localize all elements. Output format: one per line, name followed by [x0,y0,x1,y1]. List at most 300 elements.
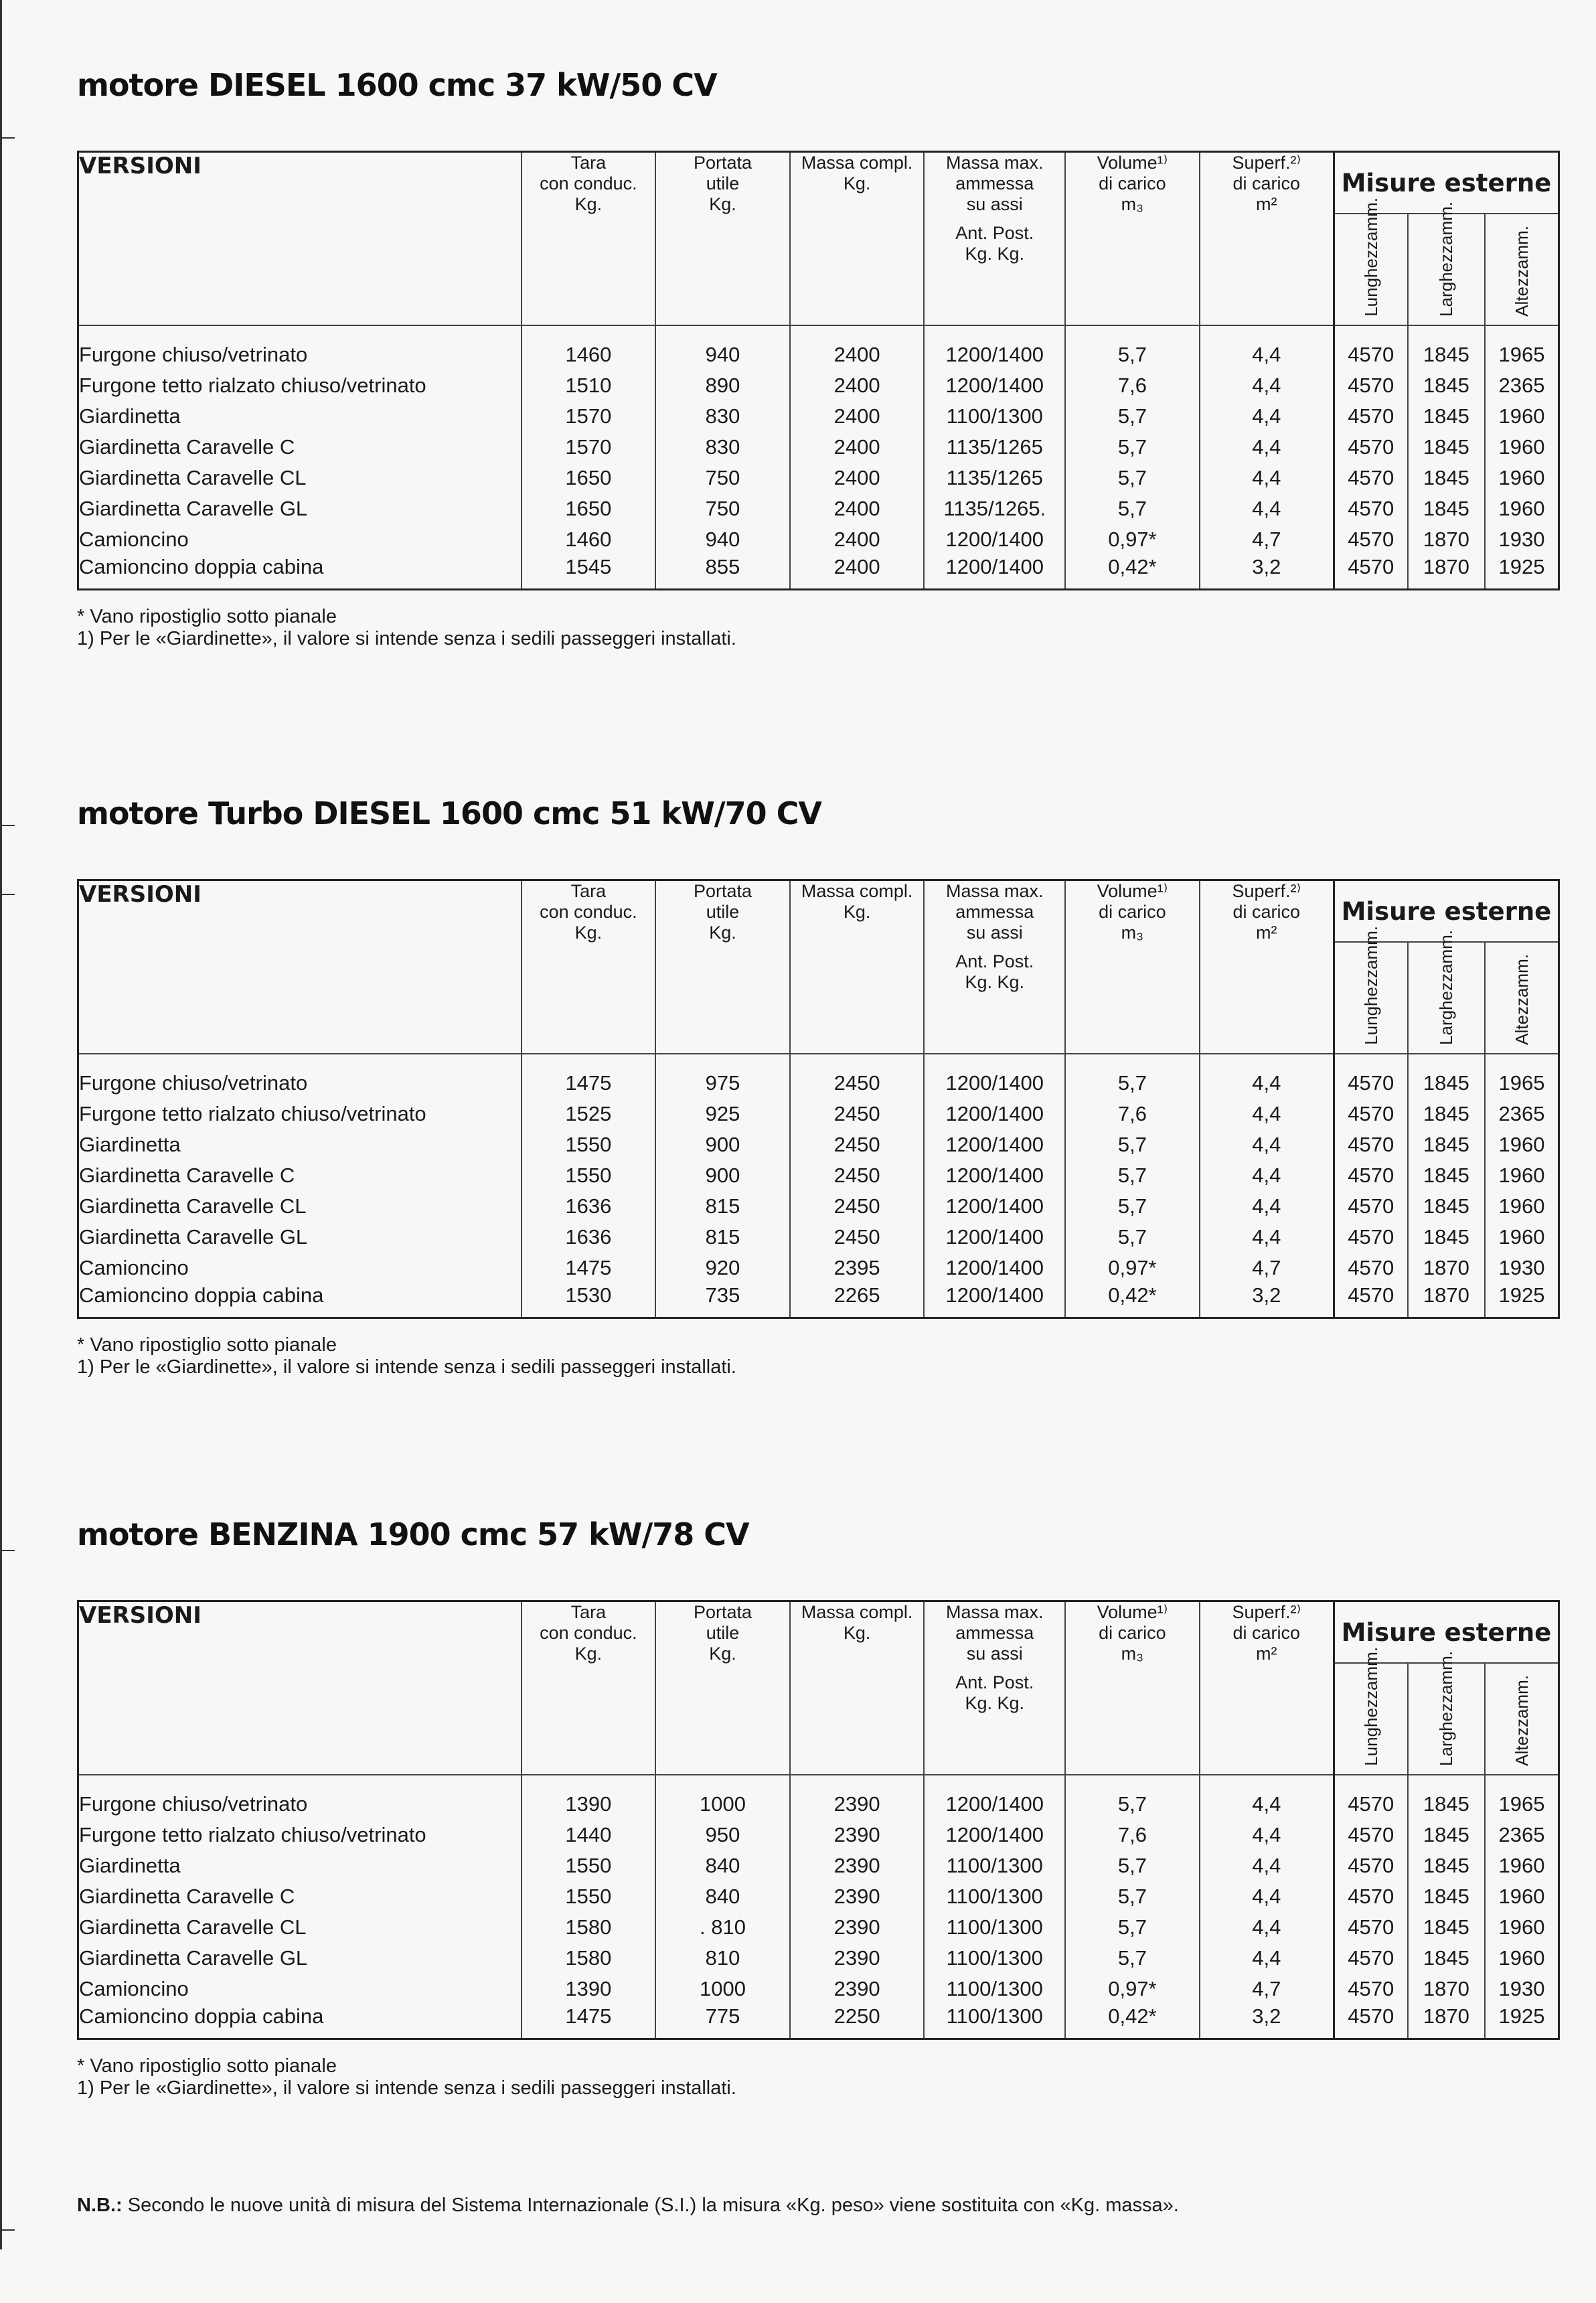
col-header-massa-compl [790,1601,925,1775]
version-name: Giardinetta [78,1129,522,1160]
version-name: Furgone tetto rialzato chiuso/vetrinato [78,370,522,401]
header-line: Tara [570,153,607,173]
version-name: Camioncino [78,524,522,555]
header-line: m² [1256,923,1277,943]
version-name: Furgone chiuso/vetrinato [78,1054,522,1099]
table-cell: 4570 [1334,401,1407,432]
table-cell: 1870 [1408,1253,1485,1283]
table-row [78,1160,1559,1191]
table-cell: 1100/1300 [924,1850,1065,1881]
header-line: Kg. [574,923,603,943]
table-row [78,524,1559,555]
table-cell: 1200/1400 [924,325,1065,370]
table-cell: 4,4 [1200,325,1334,370]
footnotes [77,606,736,650]
table-cell: 1200/1400 [924,555,1065,590]
table-cell: 1135/1265 [924,432,1065,463]
table-cell: 4,4 [1200,1160,1334,1191]
table-row [78,493,1559,524]
version-name: Giardinetta [78,401,522,432]
header-line: Tara [570,881,607,901]
table-cell: 4570 [1334,1943,1407,1974]
table-cell: 4570 [1334,1775,1407,1820]
table-row [78,463,1559,493]
table-cell: . 810 [655,1912,790,1943]
header-line: di carico [1232,173,1301,193]
table-cell: 1550 [522,1160,656,1191]
table-cell: 2450 [790,1129,925,1160]
header-line: mm. [1360,1647,1381,1681]
left-edge-tick [0,1550,15,1551]
table-cell: 1845 [1408,1099,1485,1129]
table-cell: 1845 [1408,325,1485,370]
header-line: su assi [966,923,1023,943]
table-cell: 1960 [1498,435,1545,459]
table-cell: 4570 [1334,463,1407,493]
table-cell: 5,7 [1065,1775,1200,1820]
version-name: Camioncino doppia cabina [78,1283,522,1318]
table-cell: 1570 [522,401,656,432]
header-line: Altezza [1512,1709,1532,1766]
table-cell: 1475 [522,1054,656,1099]
table-cell: 1925 [1498,2004,1545,2028]
header-line: di carico [1232,1623,1301,1643]
table-cell: 4,4 [1200,1191,1334,1222]
header-line: Kg. [709,194,736,214]
table-cell: 1845 [1408,1850,1485,1881]
table-cell: 1550 [522,1850,656,1881]
table-row [78,325,1559,370]
table-cell: 1100/1300 [924,2004,1065,2039]
footnote: * Vano ripostiglio sotto pianale [77,606,337,627]
header-line: Superf.²⁾ [1232,1602,1301,1622]
table-cell: 4570 [1334,1222,1407,1253]
table-cell: 1200/1400 [924,1775,1065,1820]
table-cell: 1460 [522,524,656,555]
header-line: Massa max. [946,1602,1044,1622]
table-cell: 925 [655,1099,790,1129]
table-cell: 1636 [522,1222,656,1253]
left-edge-rule [0,0,2,2249]
table-cell: 830 [655,401,790,432]
table-cell: 7,6 [1065,370,1200,401]
table-cell: 1100/1300 [924,401,1065,432]
table-row [78,1820,1559,1850]
table-row [78,1850,1559,1881]
table-cell: 0,42* [1065,555,1200,590]
table-cell: 1650 [522,493,656,524]
table-cell: 0,42* [1065,2004,1200,2039]
table-cell: 2400 [790,432,925,463]
col-header-massa-compl [790,152,925,326]
table-cell: 5,7 [1065,463,1200,493]
table-cell: 4570 [1334,1253,1407,1283]
table-cell: 2450 [790,1160,925,1191]
header-line: su assi [966,1644,1023,1664]
table-cell: 4,4 [1200,1054,1334,1099]
table-cell: 1200/1400 [924,370,1065,401]
table-cell: 1845 [1408,1943,1485,1974]
header-line: m₃ [1121,194,1144,214]
table-cell: 1200/1400 [924,1283,1065,1318]
table-cell: 1545 [522,555,656,590]
col-header-larghezza [1408,1651,1485,1775]
table-cell: 2390 [790,1775,925,1820]
footnote: 1) Per le «Giardinette», il valore si intende senza i sedili passeggeri installati. [77,1356,736,1378]
col-header-tara [522,880,656,1054]
col-header-volume [1065,152,1200,326]
header-line: m₃ [1121,1644,1144,1664]
col-header-volume [1065,1601,1200,1775]
col-header-lunghezza [1334,1647,1407,1775]
table-cell: 1000 [655,1974,790,2004]
table-cell: 1870 [1408,1283,1485,1318]
table-cell: 4,4 [1200,432,1334,463]
table-cell: 4,4 [1200,1820,1334,1850]
table-cell: 5,7 [1065,1850,1200,1881]
section-title: motore Turbo DIESEL 1600 cmc 51 kW/70 CV [77,795,821,831]
table-cell: 4570 [1334,432,1407,463]
version-name: Giardinetta Caravelle GL [78,1943,522,1974]
table-cell: 1960 [1498,1164,1545,1187]
table-cell: 1200/1400 [924,1054,1065,1099]
header-line: mm. [1360,197,1381,232]
table-cell: 1960 [1498,1225,1545,1249]
table-cell: 1845 [1408,1222,1485,1253]
table-cell: 1965 [1498,343,1545,366]
table-cell: 1845 [1408,1912,1485,1943]
left-edge-tick [0,894,15,895]
table-cell: 735 [655,1283,790,1318]
col-header-massa-max [924,152,1065,326]
header-line: Lunghezza [1360,959,1381,1045]
col-header-versioni: VERSIONI [78,152,522,326]
left-edge-tick [0,825,15,826]
header-line: Ant. Post. [955,951,1034,971]
table-cell: 1475 [522,1253,656,1283]
header-line: con conduc. [540,902,637,922]
col-header-tara [522,1601,656,1775]
table-cell: 2390 [790,1912,925,1943]
footnote: * Vano ripostiglio sotto pianale [77,1334,337,1356]
table-cell: 1960 [1498,466,1545,489]
col-header-tara [522,152,656,326]
table-cell: 1200/1400 [924,1160,1065,1191]
table-cell: 4,4 [1200,1881,1334,1912]
section-title: motore BENZINA 1900 cmc 57 kW/78 CV [77,1516,749,1553]
table-cell: 4,7 [1200,1253,1334,1283]
table-row [78,1283,1559,1318]
version-name: Furgone chiuso/vetrinato [78,325,522,370]
table-cell: 5,7 [1065,1160,1200,1191]
col-header-massa-max [924,1601,1065,1775]
table-cell: 4570 [1334,493,1407,524]
table-cell: 1845 [1408,1820,1485,1850]
table-cell: 2400 [790,463,925,493]
table-cell: 1135/1265 [924,463,1065,493]
table-cell: 5,7 [1065,1222,1200,1253]
table-cell: 1530 [522,1283,656,1318]
table-cell: 5,7 [1065,1191,1200,1222]
table-cell: 1930 [1498,528,1545,551]
table-cell: 2400 [790,555,925,590]
table-cell: 1100/1300 [924,1943,1065,1974]
header-line: Massa compl. [801,153,913,173]
table-cell: 1460 [522,325,656,370]
header-line: Massa compl. [801,1602,913,1622]
table-cell: 2450 [790,1222,925,1253]
col-header-superf [1200,1601,1334,1775]
header-line: Kg. [709,923,736,943]
header-line: Kg. [574,194,603,214]
footnote: * Vano ripostiglio sotto pianale [77,2055,337,2077]
table-cell: 5,7 [1065,493,1200,524]
table-cell: 900 [655,1160,790,1191]
table-cell: 950 [655,1820,790,1850]
table-cell: 890 [655,370,790,401]
header-line: Lunghezza [1360,1680,1381,1766]
table-cell: 4,4 [1200,1850,1334,1881]
col-header-larghezza [1408,202,1485,325]
table-cell: 1845 [1408,463,1485,493]
table-cell: 2400 [790,401,925,432]
table-cell: 1845 [1408,1054,1485,1099]
table-cell: 1845 [1408,1881,1485,1912]
table-cell: 1845 [1408,1129,1485,1160]
table-cell: 1845 [1408,1191,1485,1222]
table-cell: 1200/1400 [924,524,1065,555]
table-cell: 1100/1300 [924,1912,1065,1943]
header-line: di carico [1232,902,1301,922]
table-cell: 1200/1400 [924,1191,1065,1222]
header-line: Portata [693,881,752,901]
header-line: su assi [966,194,1023,214]
table-cell: 4570 [1334,1129,1407,1160]
table-cell: 4570 [1334,1974,1407,2004]
table-cell: 750 [655,493,790,524]
table-cell: 1475 [522,2004,656,2039]
header-line: di carico [1099,902,1166,922]
spec-table [77,151,1560,590]
version-name: Camioncino [78,1974,522,2004]
table-cell: 1960 [1498,1194,1545,1218]
table-cell: 1870 [1408,1974,1485,2004]
table-cell: 1930 [1498,1977,1545,2000]
spec-table [77,879,1560,1319]
header-line: Portata [693,153,752,173]
table-cell: 1200/1400 [924,1129,1065,1160]
table-cell: 4570 [1334,2004,1407,2039]
table-cell: 1960 [1498,1915,1545,1939]
table-cell: 2400 [790,325,925,370]
table-cell: 1650 [522,463,656,493]
header-line: Volume¹⁾ [1097,881,1168,901]
header-line: Kg. Kg. [965,972,1025,992]
table-cell: 4570 [1334,1850,1407,1881]
left-edge-tick [0,137,15,139]
table-cell: 3,2 [1200,2004,1334,2039]
header-line: mm. [1512,226,1532,260]
table-cell: 2390 [790,1881,925,1912]
table-cell: 940 [655,325,790,370]
header-line: ammessa [955,902,1034,922]
col-header-larghezza [1408,930,1485,1054]
table-cell: 2400 [790,524,925,555]
table-row [78,1775,1559,1820]
col-header-versioni: VERSIONI [78,1601,522,1775]
header-line: utile [706,173,740,193]
table-cell: 815 [655,1191,790,1222]
table-cell: 4570 [1334,1283,1407,1318]
header-line: mm. [1512,954,1532,988]
header-line: Kg. [709,1644,736,1664]
version-name: Camioncino doppia cabina [78,555,522,590]
col-header-altezza [1485,1663,1559,1775]
header-line: mm. [1436,1651,1457,1685]
table-cell: 5,7 [1065,1129,1200,1160]
table-cell: 4,4 [1200,401,1334,432]
nb-label: N.B.: [77,2195,123,2216]
header-line: mm. [1436,202,1457,236]
table-row [78,1222,1559,1253]
table-cell: 1200/1400 [924,1253,1065,1283]
table-row [78,370,1559,401]
col-header-versioni: VERSIONI [78,880,522,1054]
header-line: Kg. Kg. [965,1693,1025,1713]
table-cell: 1965 [1498,1792,1545,1816]
table-cell: 4570 [1334,1160,1407,1191]
table-cell: 1845 [1408,401,1485,432]
table-row [78,1099,1559,1129]
table-cell: 1845 [1408,1160,1485,1191]
table-row [78,2004,1559,2039]
header-line: Volume¹⁾ [1097,153,1168,173]
header-line: mm. [1436,930,1457,964]
table-cell: 1870 [1408,555,1485,590]
table-cell: 1390 [522,1775,656,1820]
version-name: Camioncino [78,1253,522,1283]
table-cell: 4,4 [1200,1129,1334,1160]
version-name: Giardinetta Caravelle CL [78,1191,522,1222]
table-cell: 975 [655,1054,790,1099]
table-cell: 5,7 [1065,401,1200,432]
table-cell: 1845 [1408,370,1485,401]
header-line: Massa max. [946,153,1044,173]
table-cell: 1510 [522,370,656,401]
table-cell: 1965 [1498,1071,1545,1095]
col-header-portata [655,152,790,326]
table-cell: 1870 [1408,524,1485,555]
table-cell: 1636 [522,1191,656,1222]
col-header-superf [1200,152,1334,326]
table-cell: 4,4 [1200,1099,1334,1129]
col-header-misure-esterne: Misure esterne [1334,152,1559,214]
table-cell: 1960 [1498,1946,1545,1970]
table-cell: 1000 [655,1775,790,1820]
footnotes [77,1334,736,1378]
table-row [78,1912,1559,1943]
table-cell: 1925 [1498,555,1545,578]
table-cell: 1570 [522,432,656,463]
table-cell: 2450 [790,1099,925,1129]
table-cell: 840 [655,1881,790,1912]
table-cell: 5,7 [1065,1054,1200,1099]
table-cell: 1580 [522,1912,656,1943]
table-cell: 1525 [522,1099,656,1129]
table-cell: 1580 [522,1943,656,1974]
col-header-superf [1200,880,1334,1054]
table-cell: 4570 [1334,370,1407,401]
version-name: Furgone tetto rialzato chiuso/vetrinato [78,1099,522,1129]
header-line: Superf.²⁾ [1232,153,1301,173]
version-name: Furgone tetto rialzato chiuso/vetrinato [78,1820,522,1850]
col-header-portata [655,1601,790,1775]
table-cell: 4,4 [1200,493,1334,524]
table-cell: 2365 [1498,1102,1545,1125]
left-edge-tick [0,2229,15,2231]
version-name: Giardinetta [78,1850,522,1881]
version-name: Giardinetta Caravelle C [78,1881,522,1912]
table-cell: 1870 [1408,2004,1485,2039]
header-line: Massa max. [946,881,1044,901]
table-cell: 1200/1400 [924,1820,1065,1850]
table-cell: 5,7 [1065,325,1200,370]
table-cell: 2390 [790,1943,925,1974]
table-row [78,1054,1559,1099]
header-line: di carico [1099,173,1166,193]
header-line: Ant. Post. [955,1672,1034,1692]
table-cell: 1845 [1408,493,1485,524]
table-cell: 2390 [790,1974,925,2004]
table-cell: 2265 [790,1283,925,1318]
header-line: con conduc. [540,173,637,193]
header-line: Lunghezza [1360,231,1381,317]
header-line: Kg. [843,902,871,922]
section-title: motore DIESEL 1600 cmc 37 kW/50 CV [77,67,717,103]
header-line: utile [706,902,740,922]
table-cell: 1100/1300 [924,1881,1065,1912]
table-cell: 1960 [1498,1133,1545,1156]
table-cell: 4570 [1334,325,1407,370]
header-line: Kg. Kg. [965,244,1025,264]
header-line: Altezza [1512,987,1532,1045]
table-cell: 775 [655,2004,790,2039]
table-cell: 840 [655,1850,790,1881]
nb-text: Secondo le nuove unità di misura del Sistema Internazionale (S.I.) la misura «Kg. peso» viene sostituita con «Kg. massa». [127,2195,1179,2216]
table-cell: 0,97* [1065,1974,1200,2004]
table-cell: 4570 [1334,524,1407,555]
table-cell: 1550 [522,1129,656,1160]
header-line: ammessa [955,173,1034,193]
table-cell: 2365 [1498,1823,1545,1846]
table-cell: 2450 [790,1054,925,1099]
table-cell: 750 [655,463,790,493]
table-row [78,1943,1559,1974]
table-cell: 4570 [1334,1820,1407,1850]
header-line: con conduc. [540,1623,637,1643]
table-cell: 2400 [790,493,925,524]
table-cell: 4,4 [1200,1222,1334,1253]
header-line: m₃ [1121,923,1144,943]
footnote: 1) Per le «Giardinette», il valore si intende senza i sedili passeggeri installati. [77,628,736,649]
footnote: 1) Per le «Giardinette», il valore si intende senza i sedili passeggeri installati. [77,2077,736,2099]
table-row [78,1881,1559,1912]
table-cell: 4570 [1334,1881,1407,1912]
col-header-lunghezza [1334,197,1407,325]
version-name: Giardinetta Caravelle CL [78,463,522,493]
table-cell: 810 [655,1943,790,1974]
table-cell: 4570 [1334,1191,1407,1222]
